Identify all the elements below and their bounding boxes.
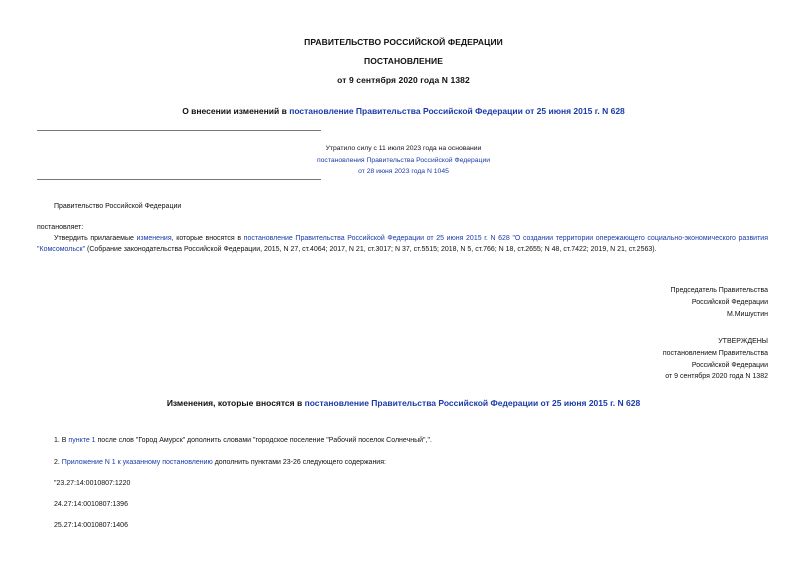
title-prefix: О внесении изменений в xyxy=(182,106,290,116)
item2-rest: дополнить пунктами 23-26 следующего содержания: xyxy=(212,459,386,466)
para-end: (Собрание законодательства Российской Федерации, 2015, N 27, ст.4064; 2017, N 21, ст.3017; N 37, ст.5515; 2018, N 5, ст.766; N 18, ст.2655; N 48, ст.7422; 2019, N 21, ст.2563). xyxy=(85,246,657,254)
repeal-decree-date-link[interactable]: от 28 июня 2023 года N 1045 xyxy=(358,168,449,175)
main-paragraph xyxy=(37,233,768,256)
approval-by: постановлением Правительства xyxy=(662,349,768,357)
changes-title-prefix: Изменения, которые вносятся в xyxy=(166,398,305,408)
approval-date: от 9 сентября 2020 года N 1382 xyxy=(665,373,768,381)
point-1-link[interactable]: пункте 1 xyxy=(68,437,96,444)
para-start: Утвердить прилагаемые xyxy=(54,235,137,242)
approval-title: УТВЕРЖДЕНЫ xyxy=(718,338,768,345)
entry-23: "23.27:14:0010807:1220 xyxy=(54,480,131,487)
approval-stamp xyxy=(663,336,768,383)
title-decree-link[interactable]: постановление Правительства Российской Федерации от 25 июня 2015 г. N 628 xyxy=(289,106,625,116)
change-item-1 xyxy=(54,437,432,444)
item1-prefix: 1. В xyxy=(54,437,69,444)
decrees-text: постановляет: xyxy=(37,224,84,231)
repeal-note-line: Утратило силу с 11 июля 2023 года на основании xyxy=(325,145,482,152)
decree-name-quote[interactable]: "О создании территории опережающего социально-экономического развития "Комсомольск" xyxy=(37,235,768,254)
signature-block xyxy=(671,285,768,320)
changes-title xyxy=(0,398,807,408)
document-type: ПОСТАНОВЛЕНИЕ xyxy=(364,56,443,66)
appendix-1-link[interactable]: Приложение N 1 к указанному постановлению xyxy=(61,459,213,466)
document-title xyxy=(0,106,807,116)
signature-position: Председатель Правительства xyxy=(670,287,768,294)
item1-rest: после слов "Город Амурск" дополнить словами "городское поселение "Рабочий поселок Солнечный",". xyxy=(95,437,432,444)
divider-bottom xyxy=(37,179,321,180)
signature-name: М.Мишустин xyxy=(726,310,768,318)
divider-top xyxy=(37,130,321,131)
repeal-note xyxy=(200,143,607,178)
government-header: ПРАВИТЕЛЬСТВО РОССИЙСКОЙ ФЕДЕРАЦИИ xyxy=(304,37,503,47)
item2-prefix: 2. xyxy=(54,459,62,466)
document-date-number: от 9 сентября 2020 года N 1382 xyxy=(337,75,470,85)
issuer-text: Правительство Российской Федерации xyxy=(54,203,182,210)
decree-628-link[interactable]: постановление Правительства Российской Федерации от 25 июня 2015 г. N 628 xyxy=(243,235,510,242)
changes-title-decree-link[interactable]: постановление Правительства Российской Федерации от 25 июня 2015 г. N 628 xyxy=(304,398,641,408)
entry-24: 24.27:14:0010807:1396 xyxy=(54,501,128,508)
approval-country: Российской Федерации xyxy=(691,361,768,369)
changes-link[interactable]: изменения xyxy=(136,235,172,242)
signature-country: Российской Федерации xyxy=(691,298,768,306)
para-mid: , которые вносятся в xyxy=(171,235,244,242)
repeal-decree-link[interactable]: постановления Правительства Российской Федерации xyxy=(316,156,491,164)
entry-25: 25.27:14:0010807:1406 xyxy=(54,522,128,529)
change-item-2 xyxy=(54,459,386,466)
